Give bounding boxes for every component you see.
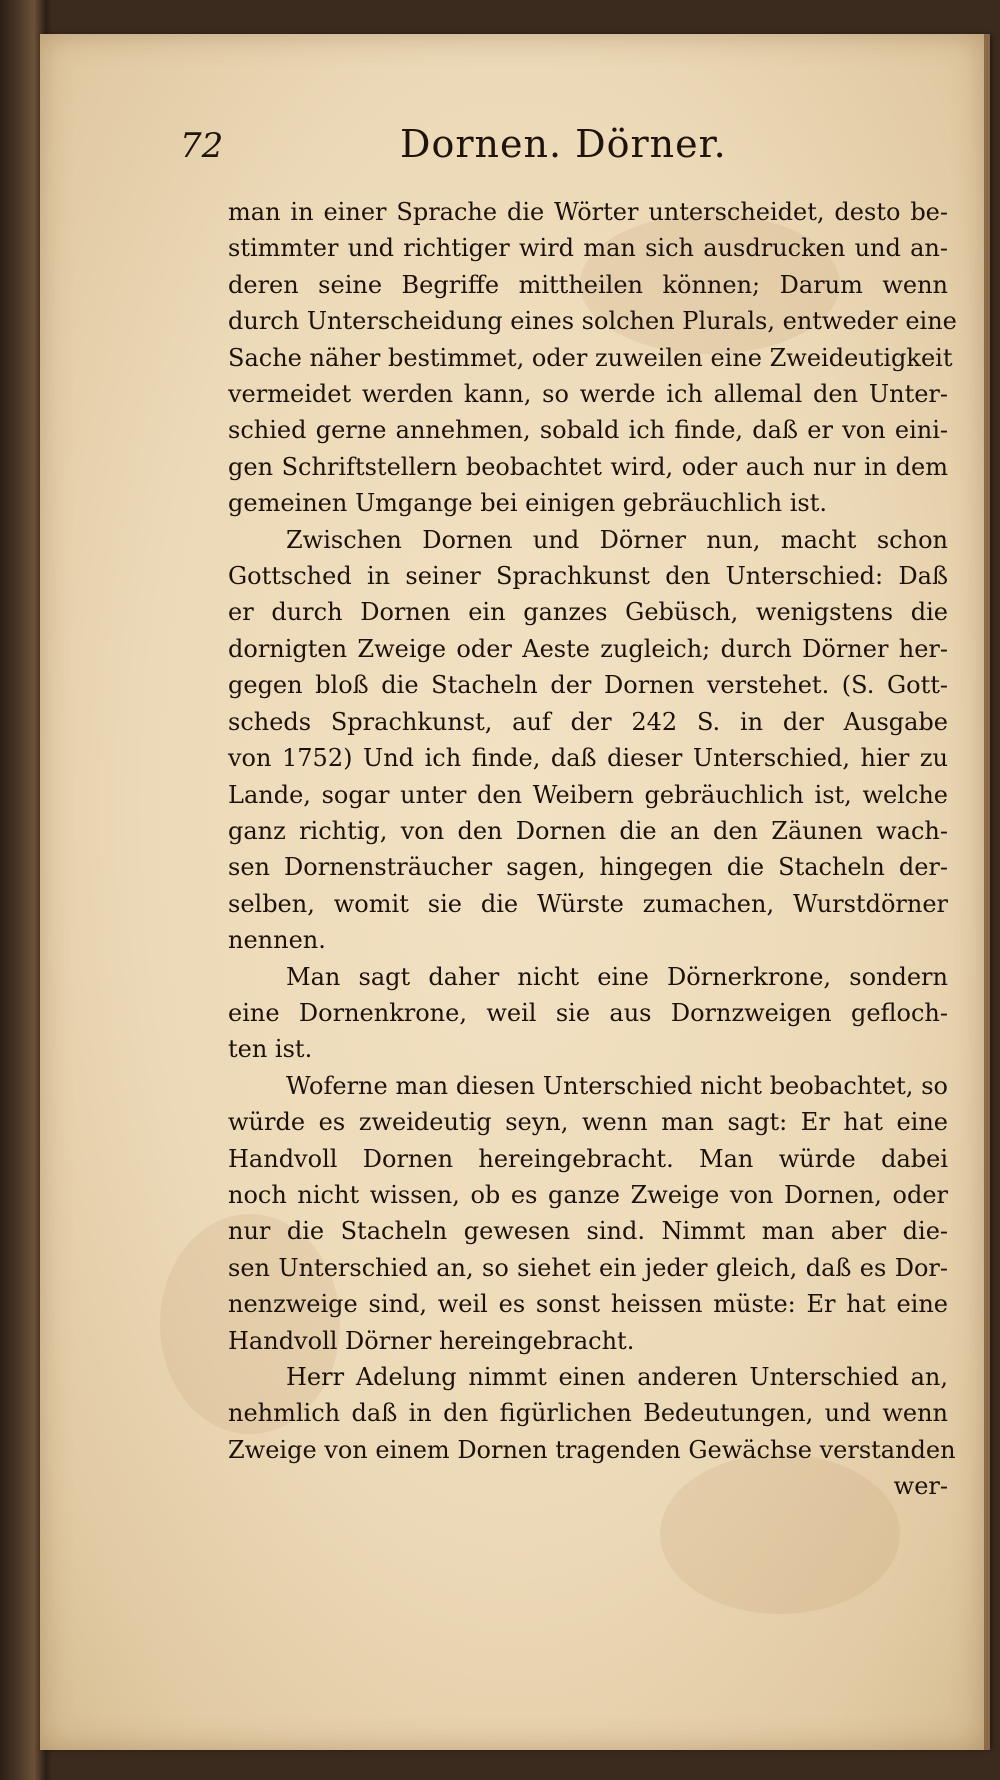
text-line: durch Unterscheidung eines solchen Plurals, entweder eine <box>228 307 957 336</box>
paragraph-4 <box>228 1068 948 1359</box>
text-line: Zweige von einem Dornen tragenden Gewächse verstanden <box>228 1435 956 1464</box>
text-line: nehmlich daß in den figürlichen Bedeutungen, und wenn <box>228 1399 948 1428</box>
text-line: ganz richtig, von den Dornen die an den Zäunen wach- <box>228 816 948 845</box>
text-line: sen Dornensträucher sagen, hingegen die Stacheln der- <box>228 853 948 882</box>
text-line: Herr Adelung nimmt einen anderen Unterschied an, <box>286 1363 948 1391</box>
text-line: ten ist. <box>228 1035 313 1064</box>
text-line: gemeinen Umgange bei einigen gebräuchlich ist. <box>228 489 828 518</box>
text-line: man in einer Sprache die Wörter unterscheidet, desto be- <box>228 198 948 226</box>
text-line: deren seine Begriffe mittheilen können; Darum wenn <box>228 270 948 299</box>
paragraph-5 <box>228 1359 956 1468</box>
text-line: Handvoll Dornen hereingebracht. Man würde dabei <box>228 1144 948 1173</box>
text-line: Zwischen Dornen und Dörner nun, macht schon <box>286 525 948 554</box>
text-line: Sache näher bestimmet, oder zuweilen eine Zweideutigkeit <box>228 343 953 372</box>
text-line: Woferne man diesen Unterschied nicht beobachtet, so <box>286 1071 948 1100</box>
text-line: gegen bloß die Stacheln der Dornen verstehet. (S. Gott- <box>228 671 948 700</box>
text-line: nenzweige sind, weil es sonst heissen müste: Er hat eine <box>228 1290 948 1319</box>
body-text <box>228 194 957 1505</box>
text-line: Gottsched in seiner Sprachkunst den Unterschied: Daß <box>228 562 948 591</box>
paragraph-3 <box>228 959 948 1068</box>
text-line: eine Dornenkrone, weil sie aus Dornzweigen gefloch- <box>228 998 948 1027</box>
text-line: Man sagt daher nicht eine Dörnerkrone, sondern <box>286 962 948 991</box>
text-line: selben, womit sie die Würste zumachen, Wurstdörner <box>228 889 948 918</box>
text-line: würde es zweideutig seyn, wenn man sagt: Er hat eine <box>228 1108 948 1137</box>
text-line: vermeidet werden kann, so werde ich allemal den Unter- <box>228 380 948 409</box>
text-line: von 1752) Und ich finde, daß dieser Unterschied, hier zu <box>228 744 948 773</box>
text-line: sen Unterschied an, so siehet ein jeder gleich, daß es Dor- <box>228 1253 948 1282</box>
page-number: 72 <box>180 126 224 166</box>
text-line: nennen. <box>228 926 326 955</box>
text-line: dornigten Zweige oder Aeste zugleich; durch Dörner her- <box>228 634 948 663</box>
text-line: er durch Dornen ein ganzes Gebüsch, wenigstens die <box>228 598 948 627</box>
text-line: nur die Stacheln gewesen sind. Nimmt man aber die- <box>228 1217 948 1246</box>
running-title: Dornen. Dörner. <box>400 122 727 166</box>
text-line: Handvoll Dörner hereingebracht. <box>228 1326 635 1355</box>
paragraph-2 <box>228 522 948 959</box>
text-line: gen Schriftstellern beobachtet wird, oder auch nur in dem <box>228 452 948 481</box>
text-line: schied gerne annehmen, sobald ich finde, daß er von eini- <box>228 416 948 445</box>
text-line: noch nicht wissen, ob es ganze Zweige von Dornen, oder <box>228 1180 948 1209</box>
text-line: Lande, sogar unter den Weibern gebräuchlich ist, welche <box>228 780 948 809</box>
text-line: scheds Sprachkunst, auf der 242 S. in der Ausgabe <box>228 707 948 736</box>
text-line: stimmter und richtiger wird man sich ausdrucken und an- <box>228 234 948 263</box>
paragraph-1 <box>228 194 957 522</box>
page-header <box>180 118 900 178</box>
catchword: wer- <box>893 1472 948 1501</box>
